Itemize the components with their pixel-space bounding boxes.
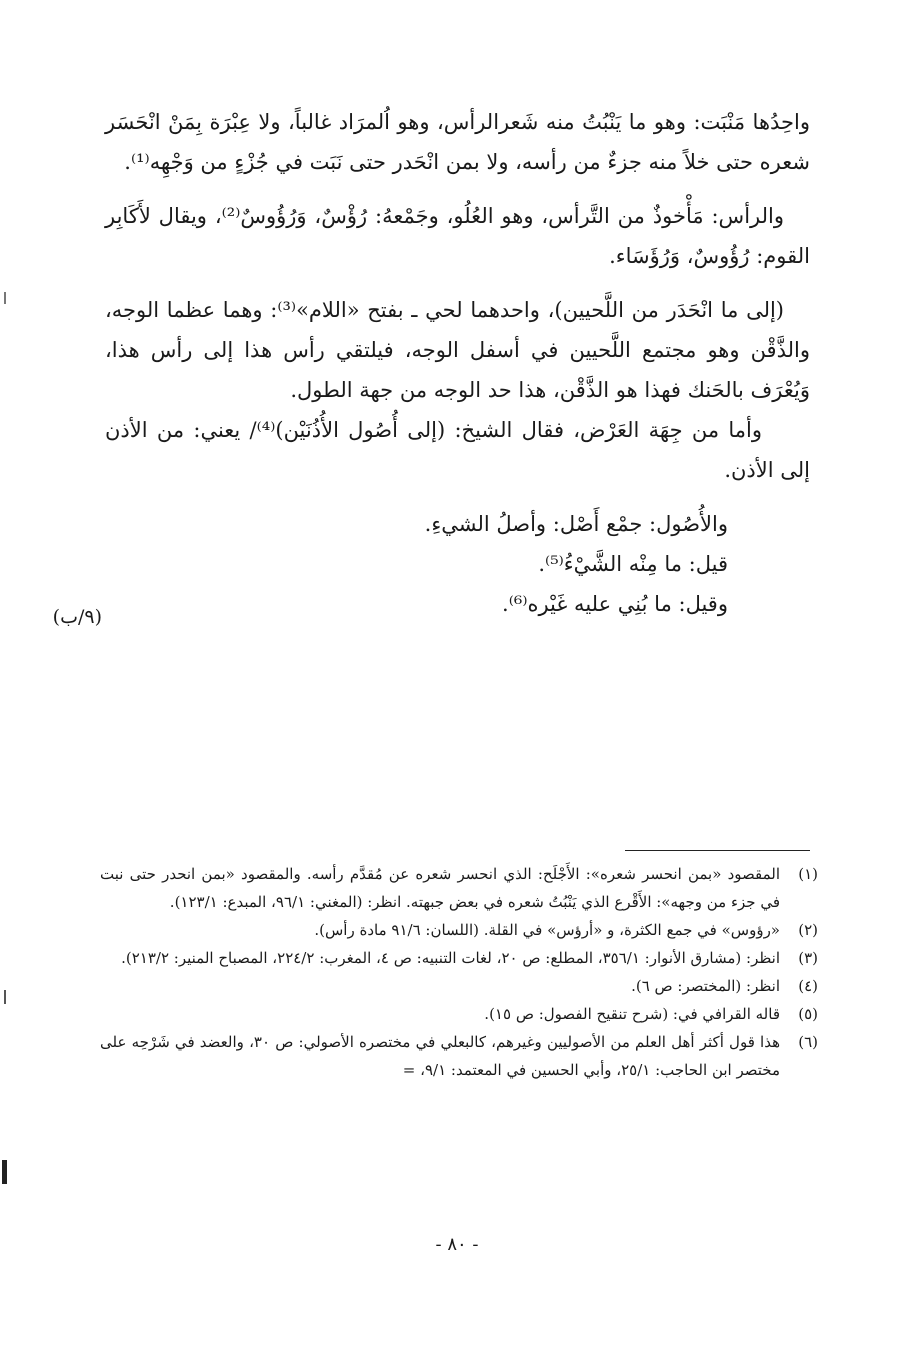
paragraph-1: واحِدُها مَنْبَت: وهو ما يَنْبُتُ منه شَعرالرأس، وهو اُلمرَاد غالباً، ولا عِبْرَة بِمَنْ انْحَسَر شعره حتى خلاً منه جزءٌ من رأسه، ولا بمن انْحَدر حتى نَبَت في جُزْءٍ من وَجْهِه⁽¹⁾.	[105, 110, 810, 174]
footnote-4	[100, 972, 818, 1000]
footnote-text: «رؤوس» في جمع الكثرة، و «أرؤس» في القلة. (اللسان: ٩١/٦ مادة رأس).	[314, 921, 780, 939]
footnote-text: هذا قول أكثر أهل العلم من الأصوليين وغيرهم، كالبعلي في مختصره الأصولي: ص ٣٠، والعضد في شَرْحِه على مختصر ابن الحاجب: ٢٥/١، وأبي الحسين في المعتمد: ٩/١، =	[100, 1033, 780, 1079]
footnote-1	[100, 860, 818, 916]
footnote-3	[100, 944, 818, 972]
footnote-number: (٥)	[798, 1005, 818, 1023]
footnote-2	[100, 916, 818, 944]
footnote-number: (٤)	[798, 977, 818, 995]
footnote-5	[100, 1000, 818, 1028]
footnote-text: انظر: (المختصر: ص ٦).	[631, 977, 780, 995]
main-text	[105, 102, 810, 624]
footnote-number: (٣)	[798, 949, 818, 967]
paragraph-5: والأُصُول: جمْع أَصْل: وأصلُ الشيءِ.	[424, 512, 728, 536]
footnote-separator	[625, 850, 810, 851]
scan-edge-mark	[4, 292, 6, 304]
manuscript-folio-ref: (٩/ب)	[52, 606, 102, 628]
footnote-number: (١)	[798, 865, 818, 883]
footnotes	[100, 860, 818, 1084]
scan-edge-mark	[2, 1160, 7, 1184]
paragraph-3: (إلى ما انْحَدَر من اللَّحيين)، واحدهما لحي ـ بفتح «اللام»⁽³⁾: وهما عظما الوجه، والذَّقْن وهو مجتمع اللَّحيين في أسفل الوجه، فيلتقي رأس هذا إلى رأس هذا، وَيُعْرَف بالحَنك فهذا هو الذَّقْن، هذا حد الوجه من جهة الطول.	[105, 298, 810, 402]
paragraph-2: والرأس: مَأْخوذٌ من التَّرأس، وهو العُلُو، وجَمْعهُ: رُؤْسٌ، وَرُؤُوسٌ⁽²⁾، ويقال لأَكَابِر القوم: رُؤُوسٌ، وَرُؤَسَاء.	[105, 204, 810, 268]
footnote-number: (٦)	[798, 1033, 818, 1051]
paragraph-4: وأما من جِهَة العَرْض، فقال الشيخ: (إلى أُصُول الأُذُنَيْن)⁽⁴⁾/ يعني: من الأذن إلى الأذن.	[105, 418, 810, 482]
paragraph-6: قيل: ما مِنْه الشَّيْءُ⁽⁵⁾.	[538, 552, 728, 576]
scan-edge-mark	[4, 990, 6, 1004]
footnote-text: انظر: (مشارق الأنوار: ٣٥٦/١، المطلع: ص ٢٠، لغات التنبيه: ص ٤، المغرب: ٢٢٤/٢، المصباح المنير: ٢١٣/٢).	[121, 949, 780, 967]
paragraph-7: وقيل: ما بُنِي عليه غَيْره⁽⁶⁾.	[502, 592, 728, 616]
page-number: - ٨٠ -	[435, 1234, 479, 1255]
footnote-text: قاله القرافي في: (شرح تنقيح الفصول: ص ١٥).	[484, 1005, 780, 1023]
footnote-number: (٢)	[798, 921, 818, 939]
footnote-6	[100, 1028, 818, 1084]
footnote-text: المقصود «بمن انحسر شعره»: الأَجْلَح: الذي انحسر شعره عن مُقدَّم رأسه. والمقصود «بمن انحدر حتى نبت في جزء من وجهه»: الأَقْرع الذي يَنْبُتُ شعره في بعض جبهته. انظر: (المغني: ٩٦/١، المبدع: ١٢٣/١).	[100, 865, 780, 911]
